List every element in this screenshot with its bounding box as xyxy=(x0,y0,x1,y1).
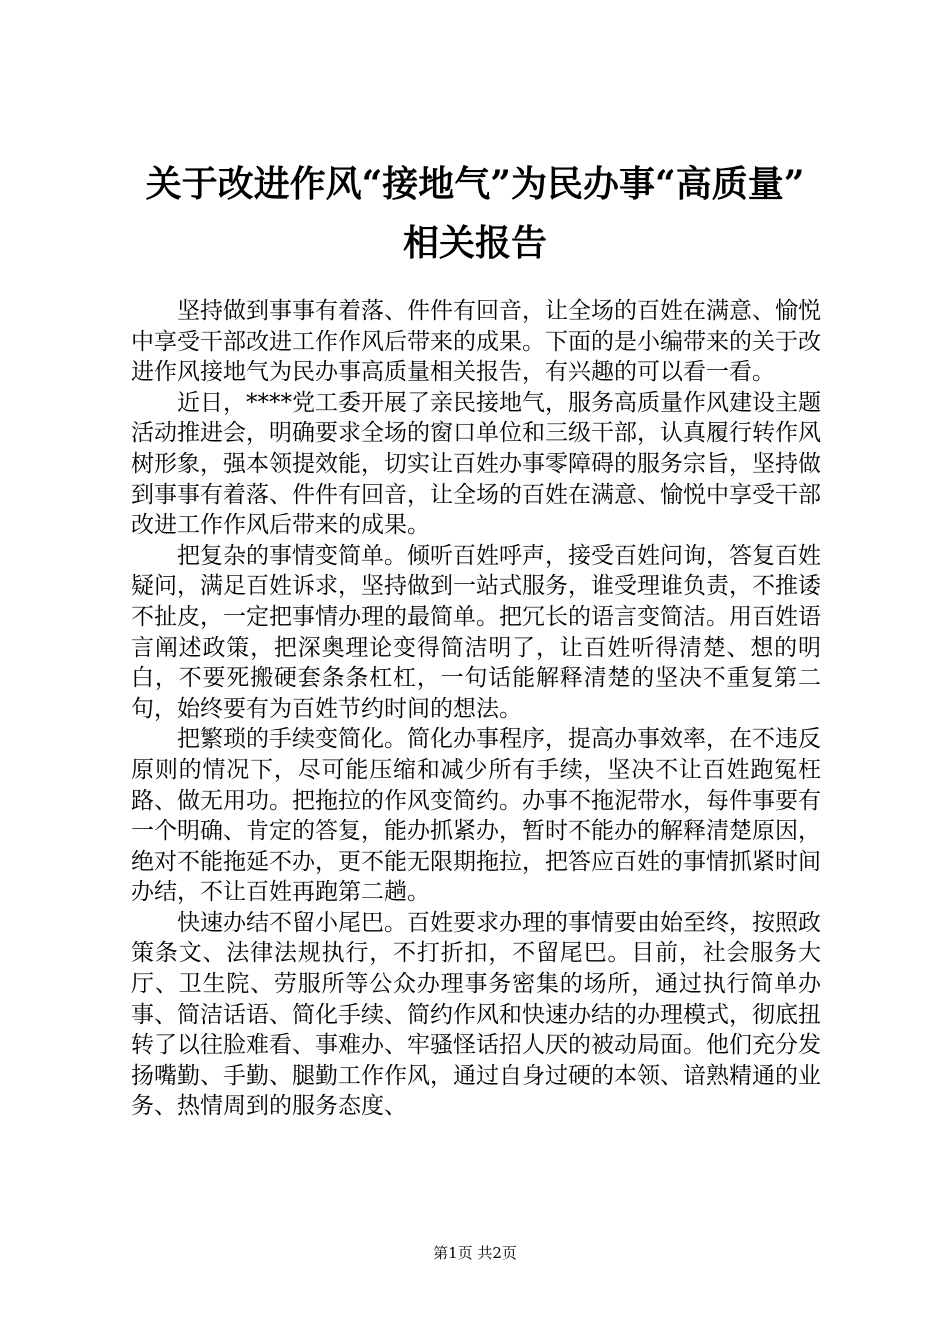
paragraph-simplify-procedures: 把繁琐的手续变简化。简化办事程序，提高办事效率，在不违反原则的情况下，尽可能压缩和减少所有手续，坚决不让百姓跑冤枉路、做无用功。把拖拉的作风变简约。办事不拖泥带水，每件事要有一个明确、肯定的答复，能办抓紧办，暂时不能办的解释清楚原因，绝对不能拖延不办，更不能无限期拖拉，把答应百姓的事情抓紧时间办结，不让百姓再跑第二趟。 xyxy=(131,726,821,906)
paragraph-meeting: 近日，****党工委开展了亲民接地气，服务高质量作风建设主题活动推进会，明确要求全场的窗口单位和三级干部，认真履行转作风树形象，强本领提效能，切实让百姓办事零障碍的服务宗旨，坚持做到事事有着落、件件有回音，让全场的百姓在满意、愉悦中享受干部改进工作作风后带来的成果。 xyxy=(131,389,821,539)
page-number-footer: 第1页 共2页 xyxy=(433,1244,517,1262)
paragraph-simplify-matters: 把复杂的事情变简单。倾听百姓呼声，接受百姓问询，答复百姓疑问，满足百姓诉求，坚持做到一站式服务，谁受理谁负责，不推诿不扯皮，一定把事情办理的最简单。把冗长的语言变简洁。用百姓语言阐述政策，把深奥理论变得简洁明了，让百姓听得清楚、想的明白，不要死搬硬套条条杠杠，一句话能解释清楚的坚决不重复第二句，始终要有为百姓节约时间的想法。 xyxy=(131,542,821,722)
document-title-line-1: 关于改进作风“接地气”为民办事“高质量” xyxy=(145,163,805,205)
document-title-line-2: 相关报告 xyxy=(402,222,547,264)
document-body xyxy=(131,296,821,1122)
paragraph-quick-completion: 快速办结不留小尾巴。百姓要求办理的事情要由始至终，按照政策条文、法律法规执行，不打折扣，不留尾巴。目前，社会服务大厅、卫生院、劳服所等公众办理事务密集的场所，通过执行简单办事、简洁话语、简化手续、简约作风和快速办结的办理模式，彻底扭转了以往脸难看、事难办、牢骚怪话招人厌的被动局面。他们充分发扬嘴勤、手勤、腿勤工作作风，通过自身过硬的本领、谙熟精通的业务、热情周到的服务态度、 xyxy=(131,909,821,1120)
paragraph-intro: 坚持做到事事有着落、件件有回音，让全场的百姓在满意、愉悦中享受干部改进工作作风后带来的成果。下面的是小编带来的关于改进作风接地气为民办事高质量相关报告，有兴趣的可以看一看。 xyxy=(131,298,821,386)
